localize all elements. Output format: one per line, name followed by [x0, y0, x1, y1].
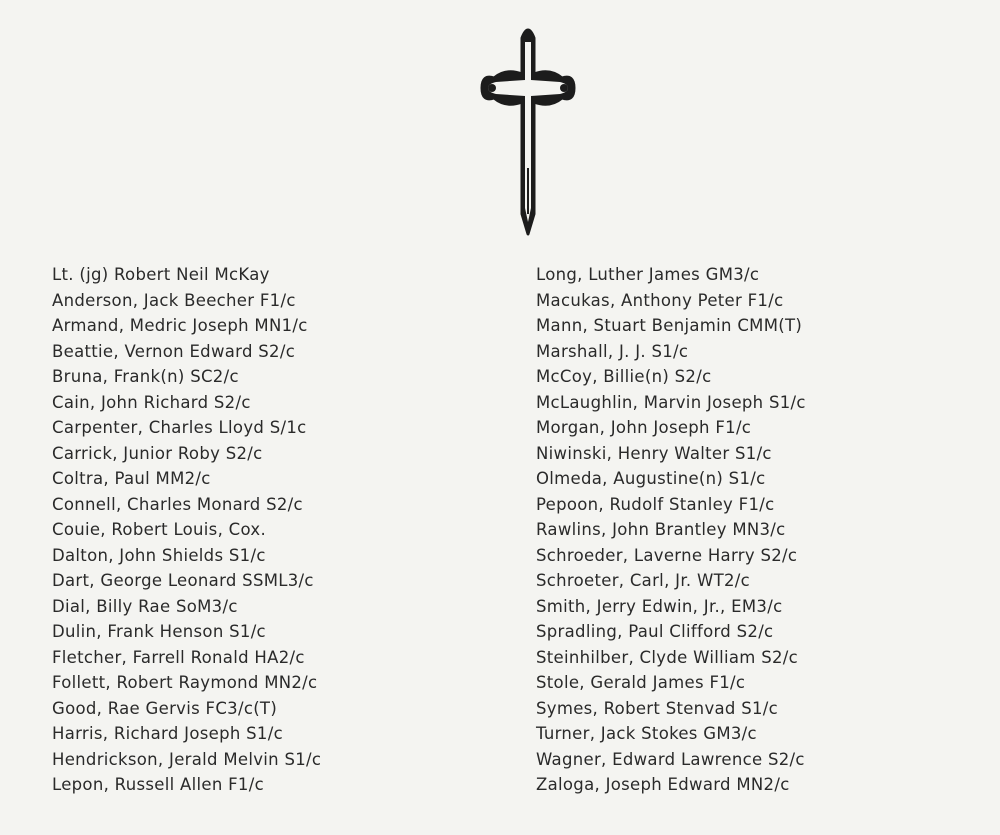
list-item: Steinhilber, Clyde William S2/c: [536, 647, 799, 667]
list-item: Long, Luther James GM3/c: [536, 265, 760, 284]
list-item: Mann, Stuart Benjamin CMM(T): [536, 316, 803, 335]
list-item: Marshall, J. J. S1/c: [536, 341, 689, 361]
list-item: Lt. (jg) Robert Neil McKay: [52, 265, 270, 284]
list-item: McLaughlin, Marvin Joseph S1/c: [536, 392, 806, 412]
list-item: Dart, George Leonard SSML3/c: [52, 571, 314, 590]
list-item: Beattie, Vernon Edward S2/c: [52, 341, 296, 361]
list-item: Niwinski, Henry Walter S1/c: [536, 443, 772, 463]
list-item: Stole, Gerald James F1/c: [536, 673, 746, 692]
list-item: Carpenter, Charles Lloyd S/1c: [52, 418, 307, 437]
list-item: Harris, Richard Joseph S1/c: [52, 724, 283, 743]
list-item: Pepoon, Rudolf Stanley F1/c: [536, 494, 775, 514]
list-item: Zaloga, Joseph Edward MN2/c: [536, 775, 790, 794]
list-item: McCoy, Billie(n) S2/c: [536, 367, 712, 386]
list-item: Turner, Jack Stokes GM3/c: [536, 724, 757, 743]
name-list-right: [536, 262, 806, 798]
list-item: Dial, Billy Rae SoM3/c: [52, 596, 238, 616]
list-item: Couie, Robert Louis, Cox.: [52, 520, 266, 539]
list-item: Cain, John Richard S2/c: [52, 392, 251, 412]
list-item: Carrick, Junior Roby S2/c: [52, 443, 263, 463]
list-item: Follett, Robert Raymond MN2/c: [52, 673, 318, 692]
list-item: Armand, Medric Joseph MN1/c: [52, 316, 308, 335]
list-item: Symes, Robert Stenvad S1/c: [536, 698, 779, 718]
list-item: Olmeda, Augustine(n) S1/c: [536, 469, 766, 488]
list-item: Schroeter, Carl, Jr. WT2/c: [536, 571, 751, 590]
list-item: Lepon, Russell Allen F1/c: [52, 775, 264, 794]
list-item: Smith, Jerry Edwin, Jr., EM3/c: [536, 596, 783, 616]
list-item: Wagner, Edward Lawrence S2/c: [536, 749, 805, 769]
list-item: Macukas, Anthony Peter F1/c: [536, 290, 784, 310]
list-item: Coltra, Paul MM2/c: [52, 469, 211, 488]
list-item: Bruna, Frank(n) SC2/c: [52, 367, 239, 386]
list-item: Good, Rae Gervis FC3/c(T): [52, 698, 278, 718]
list-item: Fletcher, Farrell Ronald HA2/c: [52, 647, 305, 667]
list-item: Connell, Charles Monard S2/c: [52, 494, 303, 514]
cross-icon: [478, 18, 578, 240]
list-item: Rawlins, John Brantley MN3/c: [536, 520, 786, 539]
list-item: Dalton, John Shields S1/c: [52, 545, 266, 565]
list-item: Dulin, Frank Henson S1/c: [52, 622, 266, 641]
list-item: Schroeder, Laverne Harry S2/c: [536, 545, 798, 565]
list-item: Anderson, Jack Beecher F1/c: [52, 290, 296, 310]
name-list-left: [52, 262, 321, 798]
list-item: Hendrickson, Jerald Melvin S1/c: [52, 749, 322, 769]
list-item: Spradling, Paul Clifford S2/c: [536, 622, 774, 641]
list-item: Morgan, John Joseph F1/c: [536, 418, 752, 437]
